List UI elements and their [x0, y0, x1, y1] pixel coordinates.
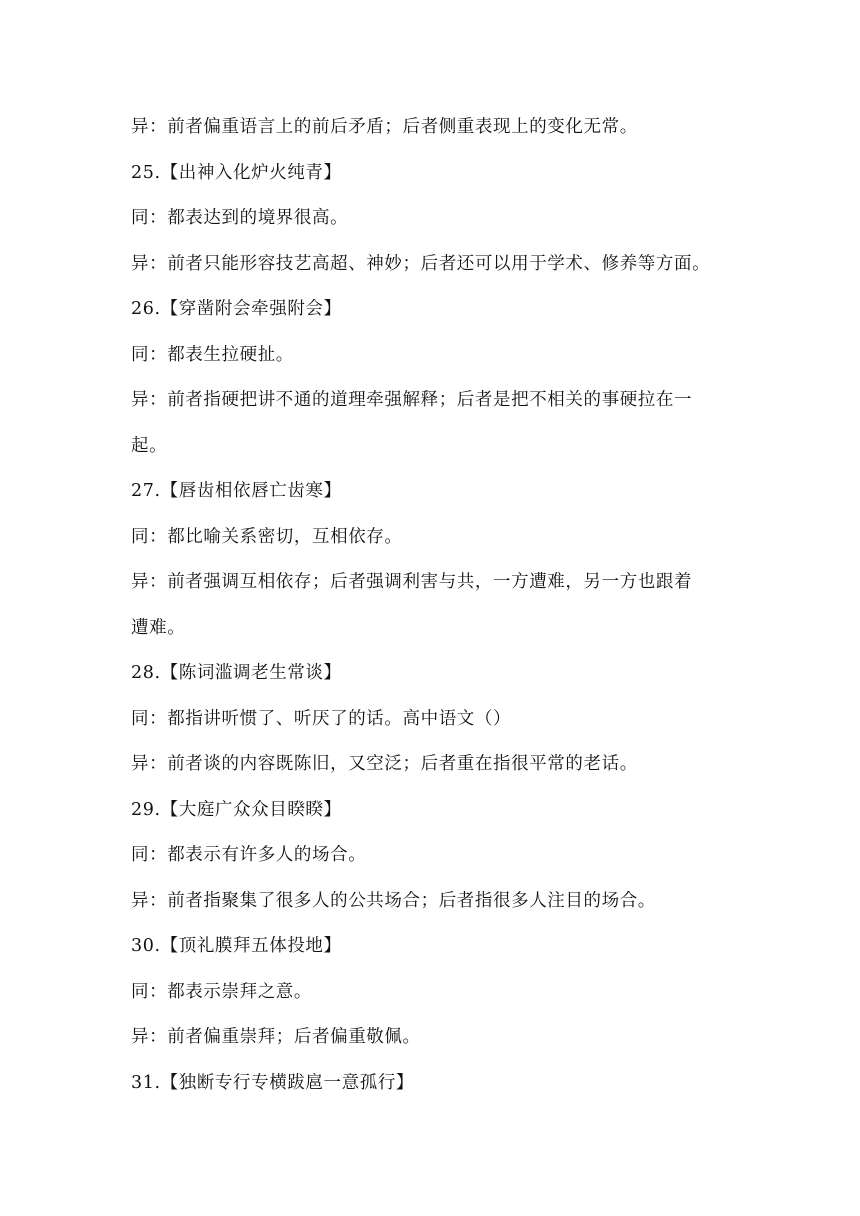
text-line: 异：前者指聚集了很多人的公共场合；后者指很多人注目的场合。 [131, 890, 656, 911]
text-line: 同：都表示崇拜之意。 [131, 981, 312, 1002]
text-line: 异：前者谈的内容既陈旧，又空泛；后者重在指很平常的老话。 [131, 754, 638, 774]
text-line: 同：都表达到的境界很高。 [131, 208, 349, 228]
entry-heading: 27.【唇齿相依唇亡齿寒】 [131, 481, 342, 501]
text-line: 遭难。 [131, 617, 186, 638]
entry-heading: 30.【顶礼膜拜五体投地】 [131, 936, 342, 956]
text-line: 异：前者强调互相依存；后者强调利害与共，一方遭难，另一方也跟着 [131, 572, 693, 592]
text-line: 同：都比喻关系密切，互相依存。 [131, 526, 403, 547]
text-line: 同：都表生拉硬扯。 [131, 344, 294, 365]
text-line: 起。 [131, 435, 168, 456]
text-line: 异：前者指硬把讲不通的道理牵强解释；后者是把不相关的事硬拉在一 [131, 390, 693, 410]
entry-heading: 25.【出神入化炉火纯青】 [131, 162, 342, 183]
text-line: 异：前者偏重语言上的前后矛盾；后者侧重表现上的变化无常。 [131, 117, 638, 137]
entry-heading: 26.【穿凿附会牵强附会】 [131, 299, 342, 319]
text-line: 同：都指讲听惯了、听厌了的话。高中语文（） [131, 708, 512, 729]
text-line: 异：前者只能形容技艺高超、神妙；后者还可以用于学术、修养等方面。 [131, 253, 711, 274]
entry-heading: 29.【大庭广众众目睽睽】 [131, 799, 342, 820]
text-line: 异：前者偏重崇拜；后者偏重敬佩。 [131, 1027, 421, 1047]
entry-heading: 28.【陈词滥调老生常谈】 [131, 663, 342, 683]
text-line: 同：都表示有许多人的场合。 [131, 845, 367, 865]
text-body [131, 110, 741, 1100]
entry-heading: 31.【独断专行专横跋扈一意孤行】 [131, 1072, 415, 1093]
